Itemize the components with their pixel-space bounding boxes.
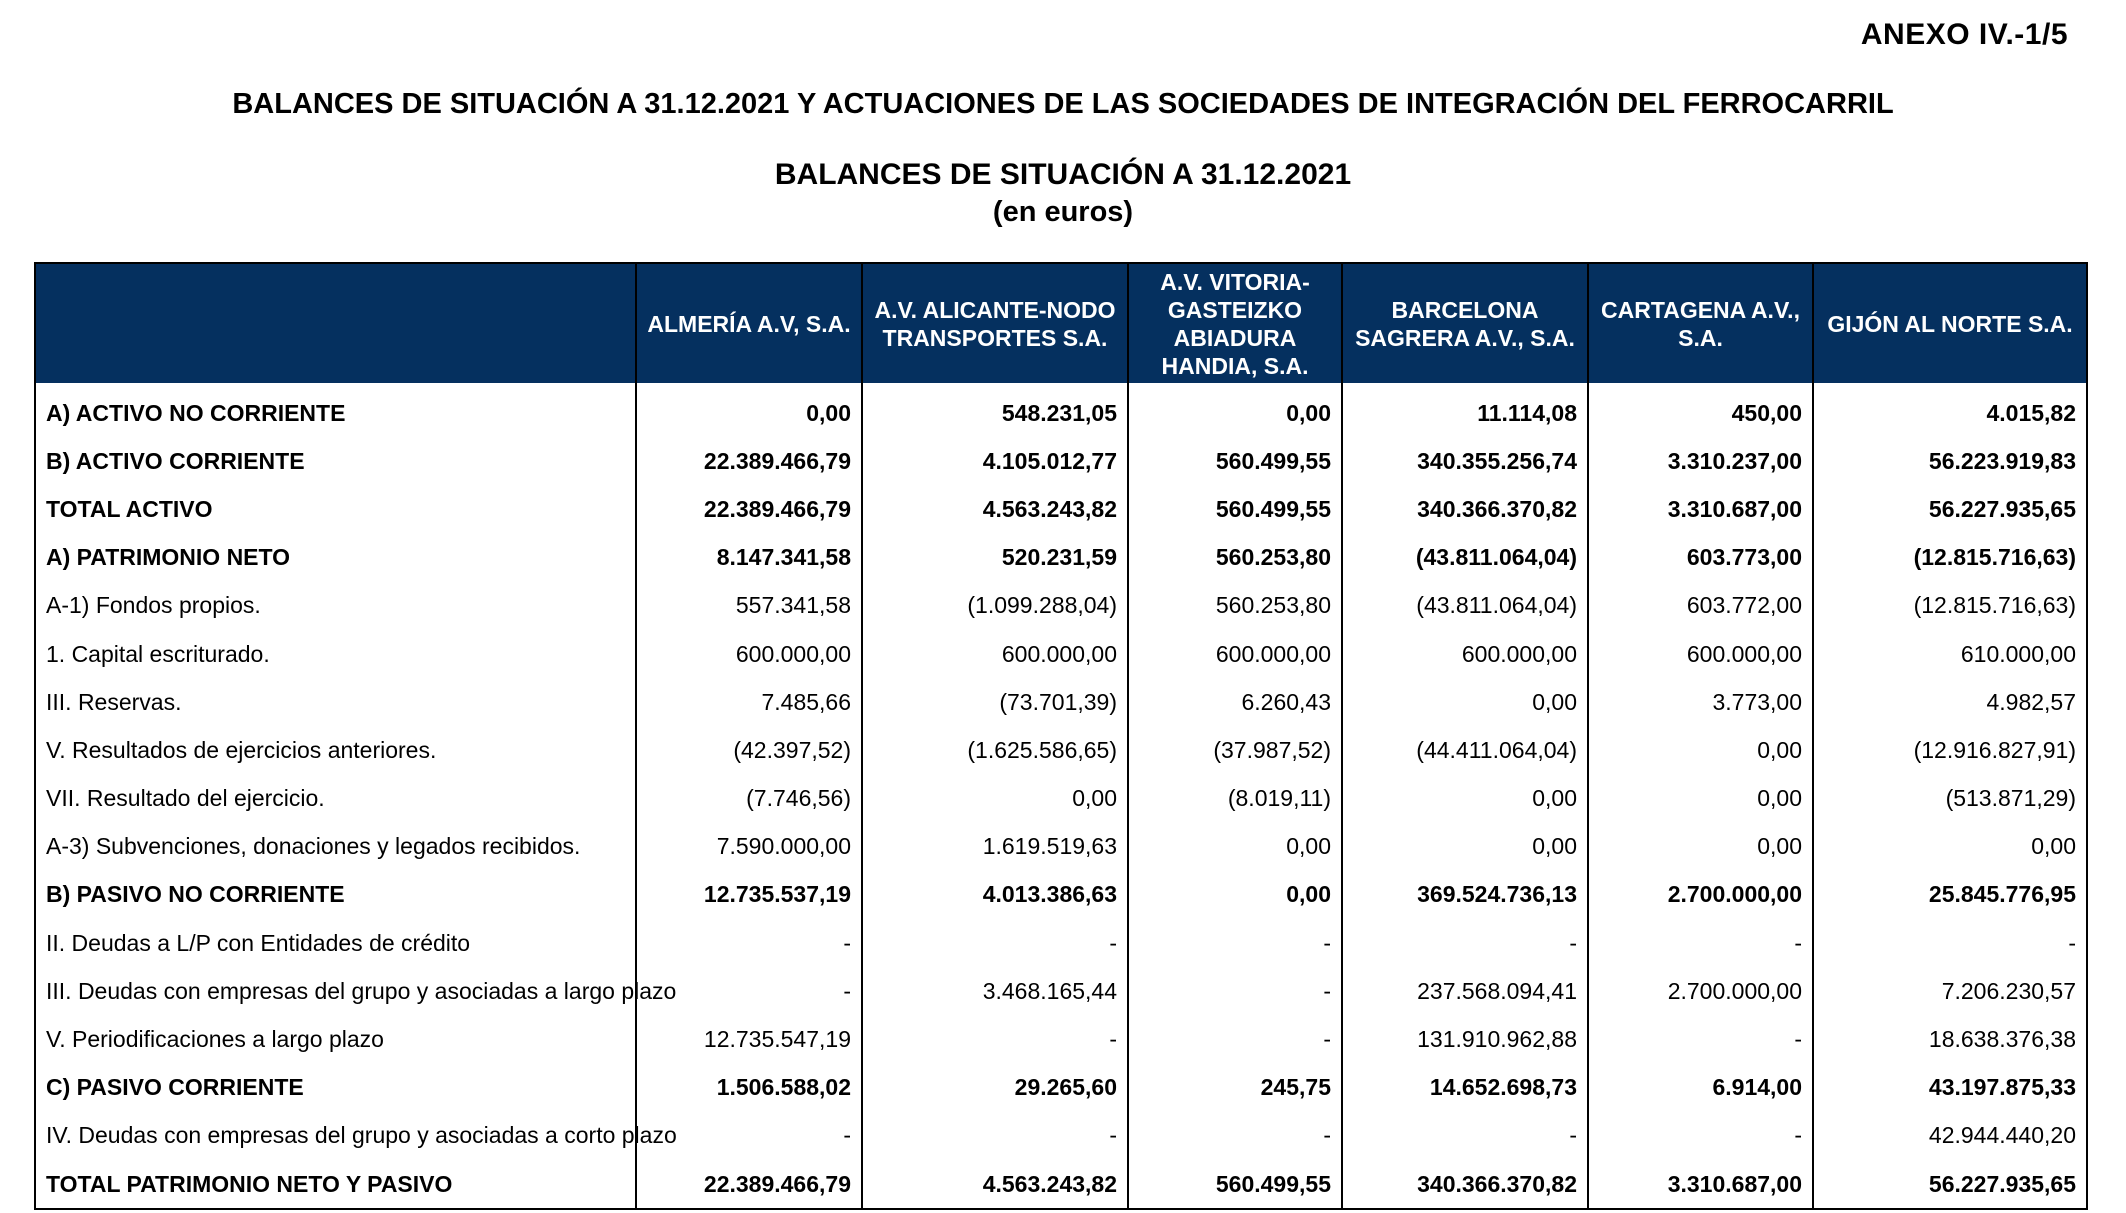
value-cell: (1.099.288,04) bbox=[862, 582, 1128, 630]
value-cell: 369.524.736,13 bbox=[1342, 871, 1588, 919]
value-cell: 11.114,08 bbox=[1342, 383, 1588, 437]
value-cell: 450,00 bbox=[1588, 383, 1813, 437]
value-cell: 0,00 bbox=[1813, 823, 2087, 871]
table-row bbox=[35, 823, 2087, 871]
value-cell: 4.105.012,77 bbox=[862, 437, 1128, 485]
value-cell: 1.619.519,63 bbox=[862, 823, 1128, 871]
value-cell: 18.638.376,38 bbox=[1813, 1015, 2087, 1063]
table-header-row bbox=[35, 263, 2087, 383]
column-header: BARCELONA SAGRERA A.V., S.A. bbox=[1342, 263, 1588, 383]
row-label: V. Periodificaciones a largo plazo bbox=[46, 1026, 384, 1053]
value-cell: 8.147.341,58 bbox=[636, 534, 862, 582]
table-row bbox=[35, 630, 2087, 678]
value-cell: 7.485,66 bbox=[636, 678, 862, 726]
row-label: TOTAL PATRIMONIO NETO Y PASIVO bbox=[46, 1170, 453, 1197]
row-label: C) PASIVO CORRIENTE bbox=[46, 1074, 304, 1101]
row-label: B) ACTIVO CORRIENTE bbox=[46, 447, 305, 474]
value-cell: 6.914,00 bbox=[1588, 1064, 1813, 1112]
column-header: CARTAGENA A.V., S.A. bbox=[1588, 263, 1813, 383]
row-label: VII. Resultado del ejercicio. bbox=[46, 785, 325, 812]
value-cell: 131.910.962,88 bbox=[1342, 1015, 1588, 1063]
value-cell: 43.197.875,33 bbox=[1813, 1064, 2087, 1112]
value-cell: - bbox=[1588, 1015, 1813, 1063]
value-cell: (12.916.827,91) bbox=[1813, 726, 2087, 774]
table-row bbox=[35, 437, 2087, 485]
value-cell: 560.253,80 bbox=[1128, 534, 1342, 582]
value-cell: 22.389.466,79 bbox=[636, 437, 862, 485]
row-label: III. Deudas con empresas del grupo y asociadas a largo plazo bbox=[46, 977, 677, 1004]
value-cell: 22.389.466,79 bbox=[636, 485, 862, 533]
value-cell: 25.845.776,95 bbox=[1813, 871, 2087, 919]
value-cell: - bbox=[862, 1112, 1128, 1160]
value-cell: 4.013.386,63 bbox=[862, 871, 1128, 919]
column-header: GIJÓN AL NORTE S.A. bbox=[1813, 263, 2087, 383]
value-cell: 12.735.547,19 bbox=[636, 1015, 862, 1063]
value-cell: 6.260,43 bbox=[1128, 678, 1342, 726]
value-cell: 29.265,60 bbox=[862, 1064, 1128, 1112]
row-label: 1. Capital escriturado. bbox=[46, 640, 270, 667]
value-cell: 340.366.370,82 bbox=[1342, 485, 1588, 533]
value-cell: (43.811.064,04) bbox=[1342, 534, 1588, 582]
row-label: B) PASIVO NO CORRIENTE bbox=[46, 881, 345, 908]
value-cell: - bbox=[862, 1015, 1128, 1063]
value-cell: 7.206.230,57 bbox=[1813, 967, 2087, 1015]
value-cell: (37.987,52) bbox=[1128, 726, 1342, 774]
value-cell: 0,00 bbox=[862, 775, 1128, 823]
value-cell: - bbox=[1588, 1112, 1813, 1160]
value-cell: 3.310.687,00 bbox=[1588, 1160, 1813, 1209]
value-cell: 600.000,00 bbox=[636, 630, 862, 678]
value-cell: 0,00 bbox=[1588, 823, 1813, 871]
value-cell: 7.590.000,00 bbox=[636, 823, 862, 871]
value-cell: 2.700.000,00 bbox=[1588, 967, 1813, 1015]
value-cell: - bbox=[1128, 919, 1342, 967]
value-cell: 0,00 bbox=[1128, 383, 1342, 437]
table-row bbox=[35, 1015, 2087, 1063]
value-cell: 340.366.370,82 bbox=[1342, 1160, 1588, 1209]
value-cell: 0,00 bbox=[1588, 775, 1813, 823]
value-cell: (513.871,29) bbox=[1813, 775, 2087, 823]
value-cell: - bbox=[1128, 1112, 1342, 1160]
value-cell: - bbox=[1342, 1112, 1588, 1160]
value-cell: 3.310.237,00 bbox=[1588, 437, 1813, 485]
table-row bbox=[35, 919, 2087, 967]
value-cell: 4.563.243,82 bbox=[862, 485, 1128, 533]
value-cell: (12.815.716,63) bbox=[1813, 534, 2087, 582]
value-cell: (7.746,56) bbox=[636, 775, 862, 823]
value-cell: 14.652.698,73 bbox=[1342, 1064, 1588, 1112]
row-label: TOTAL ACTIVO bbox=[46, 495, 213, 522]
value-cell: 12.735.537,19 bbox=[636, 871, 862, 919]
value-cell: 560.499,55 bbox=[1128, 437, 1342, 485]
value-cell: 560.499,55 bbox=[1128, 485, 1342, 533]
value-cell: 560.499,55 bbox=[1128, 1160, 1342, 1209]
value-cell: - bbox=[636, 919, 862, 967]
column-header: ALMERÍA A.V, S.A. bbox=[636, 263, 862, 383]
value-cell: 4.982,57 bbox=[1813, 678, 2087, 726]
value-cell: 56.227.935,65 bbox=[1813, 1160, 2087, 1209]
value-cell: - bbox=[636, 1112, 862, 1160]
value-cell: - bbox=[1128, 1015, 1342, 1063]
value-cell: 0,00 bbox=[1342, 678, 1588, 726]
table-row bbox=[35, 383, 2087, 437]
table-row bbox=[35, 1160, 2087, 1209]
value-cell: 42.944.440,20 bbox=[1813, 1112, 2087, 1160]
value-cell: 0,00 bbox=[1588, 726, 1813, 774]
row-label: IV. Deudas con empresas del grupo y asociadas a corto plazo bbox=[46, 1122, 677, 1149]
row-label: A-3) Subvenciones, donaciones y legados recibidos. bbox=[46, 833, 581, 860]
value-cell: 603.773,00 bbox=[1588, 534, 1813, 582]
value-cell: 610.000,00 bbox=[1813, 630, 2087, 678]
value-cell: - bbox=[1128, 967, 1342, 1015]
value-cell: - bbox=[1342, 919, 1588, 967]
value-cell: 557.341,58 bbox=[636, 582, 862, 630]
row-label: A) PATRIMONIO NETO bbox=[46, 544, 291, 571]
table-row bbox=[35, 871, 2087, 919]
table-row bbox=[35, 775, 2087, 823]
value-cell: (42.397,52) bbox=[636, 726, 862, 774]
value-cell: 2.700.000,00 bbox=[1588, 871, 1813, 919]
value-cell: (8.019,11) bbox=[1128, 775, 1342, 823]
table-row bbox=[35, 1064, 2087, 1112]
column-header: A.V. ALICANTE-NODO TRANSPORTES S.A. bbox=[862, 263, 1128, 383]
table-row bbox=[35, 534, 2087, 582]
value-cell: 0,00 bbox=[1342, 823, 1588, 871]
table-row bbox=[35, 678, 2087, 726]
value-cell: 0,00 bbox=[1128, 871, 1342, 919]
value-cell: 0,00 bbox=[636, 383, 862, 437]
value-cell: 0,00 bbox=[1128, 823, 1342, 871]
value-cell: 56.227.935,65 bbox=[1813, 485, 2087, 533]
value-cell: 3.310.687,00 bbox=[1588, 485, 1813, 533]
value-cell: 600.000,00 bbox=[1588, 630, 1813, 678]
value-cell: 3.468.165,44 bbox=[862, 967, 1128, 1015]
value-cell: 3.773,00 bbox=[1588, 678, 1813, 726]
value-cell: 0,00 bbox=[1342, 775, 1588, 823]
value-cell: 1.506.588,02 bbox=[636, 1064, 862, 1112]
column-header bbox=[35, 263, 636, 383]
table-row bbox=[35, 726, 2087, 774]
value-cell: 22.389.466,79 bbox=[636, 1160, 862, 1209]
value-cell: 560.253,80 bbox=[1128, 582, 1342, 630]
main-title: BALANCES DE SITUACIÓN A 31.12.2021 Y ACTUACIONES DE LAS SOCIEDADES DE INTEGRACIÓN DEL FERROCARRIL bbox=[232, 88, 1894, 120]
value-cell: 600.000,00 bbox=[862, 630, 1128, 678]
row-label: A) ACTIVO NO CORRIENTE bbox=[46, 399, 346, 426]
table-row bbox=[35, 582, 2087, 630]
value-cell: 4.563.243,82 bbox=[862, 1160, 1128, 1209]
value-cell: 600.000,00 bbox=[1342, 630, 1588, 678]
value-cell: 548.231,05 bbox=[862, 383, 1128, 437]
value-cell: (12.815.716,63) bbox=[1813, 582, 2087, 630]
row-label: II. Deudas a L/P con Entidades de crédito bbox=[46, 929, 471, 956]
sub-title: BALANCES DE SITUACIÓN A 31.12.2021 bbox=[774, 158, 1352, 191]
table-row bbox=[35, 967, 2087, 1015]
value-cell: 245,75 bbox=[1128, 1064, 1342, 1112]
value-cell: 237.568.094,41 bbox=[1342, 967, 1588, 1015]
value-cell: (44.411.064,04) bbox=[1342, 726, 1588, 774]
value-cell: 600.000,00 bbox=[1128, 630, 1342, 678]
value-cell: (43.811.064,04) bbox=[1342, 582, 1588, 630]
value-cell: - bbox=[636, 967, 862, 1015]
table-row bbox=[35, 485, 2087, 533]
value-cell: (1.625.586,65) bbox=[862, 726, 1128, 774]
value-cell: - bbox=[1588, 919, 1813, 967]
row-label: III. Reservas. bbox=[46, 688, 182, 715]
value-cell: 603.772,00 bbox=[1588, 582, 1813, 630]
value-cell: 56.223.919,83 bbox=[1813, 437, 2087, 485]
row-label: V. Resultados de ejercicios anteriores. bbox=[46, 736, 437, 763]
value-cell: - bbox=[862, 919, 1128, 967]
value-cell: (73.701,39) bbox=[862, 678, 1128, 726]
column-header: A.V. VITORIA- GASTEIZKO ABIADURA HANDIA, S.A. bbox=[1128, 263, 1342, 383]
value-cell: 4.015,82 bbox=[1813, 383, 2087, 437]
row-label: A-1) Fondos propios. bbox=[46, 592, 261, 619]
value-cell: - bbox=[1813, 919, 2087, 967]
value-cell: 340.355.256,74 bbox=[1342, 437, 1588, 485]
table-row bbox=[35, 1112, 2087, 1160]
balance-table bbox=[34, 262, 2088, 1210]
unit-label: (en euros) bbox=[992, 196, 1134, 228]
value-cell: 520.231,59 bbox=[862, 534, 1128, 582]
annex-label: ANEXO IV.-1/5 bbox=[1860, 18, 2068, 51]
